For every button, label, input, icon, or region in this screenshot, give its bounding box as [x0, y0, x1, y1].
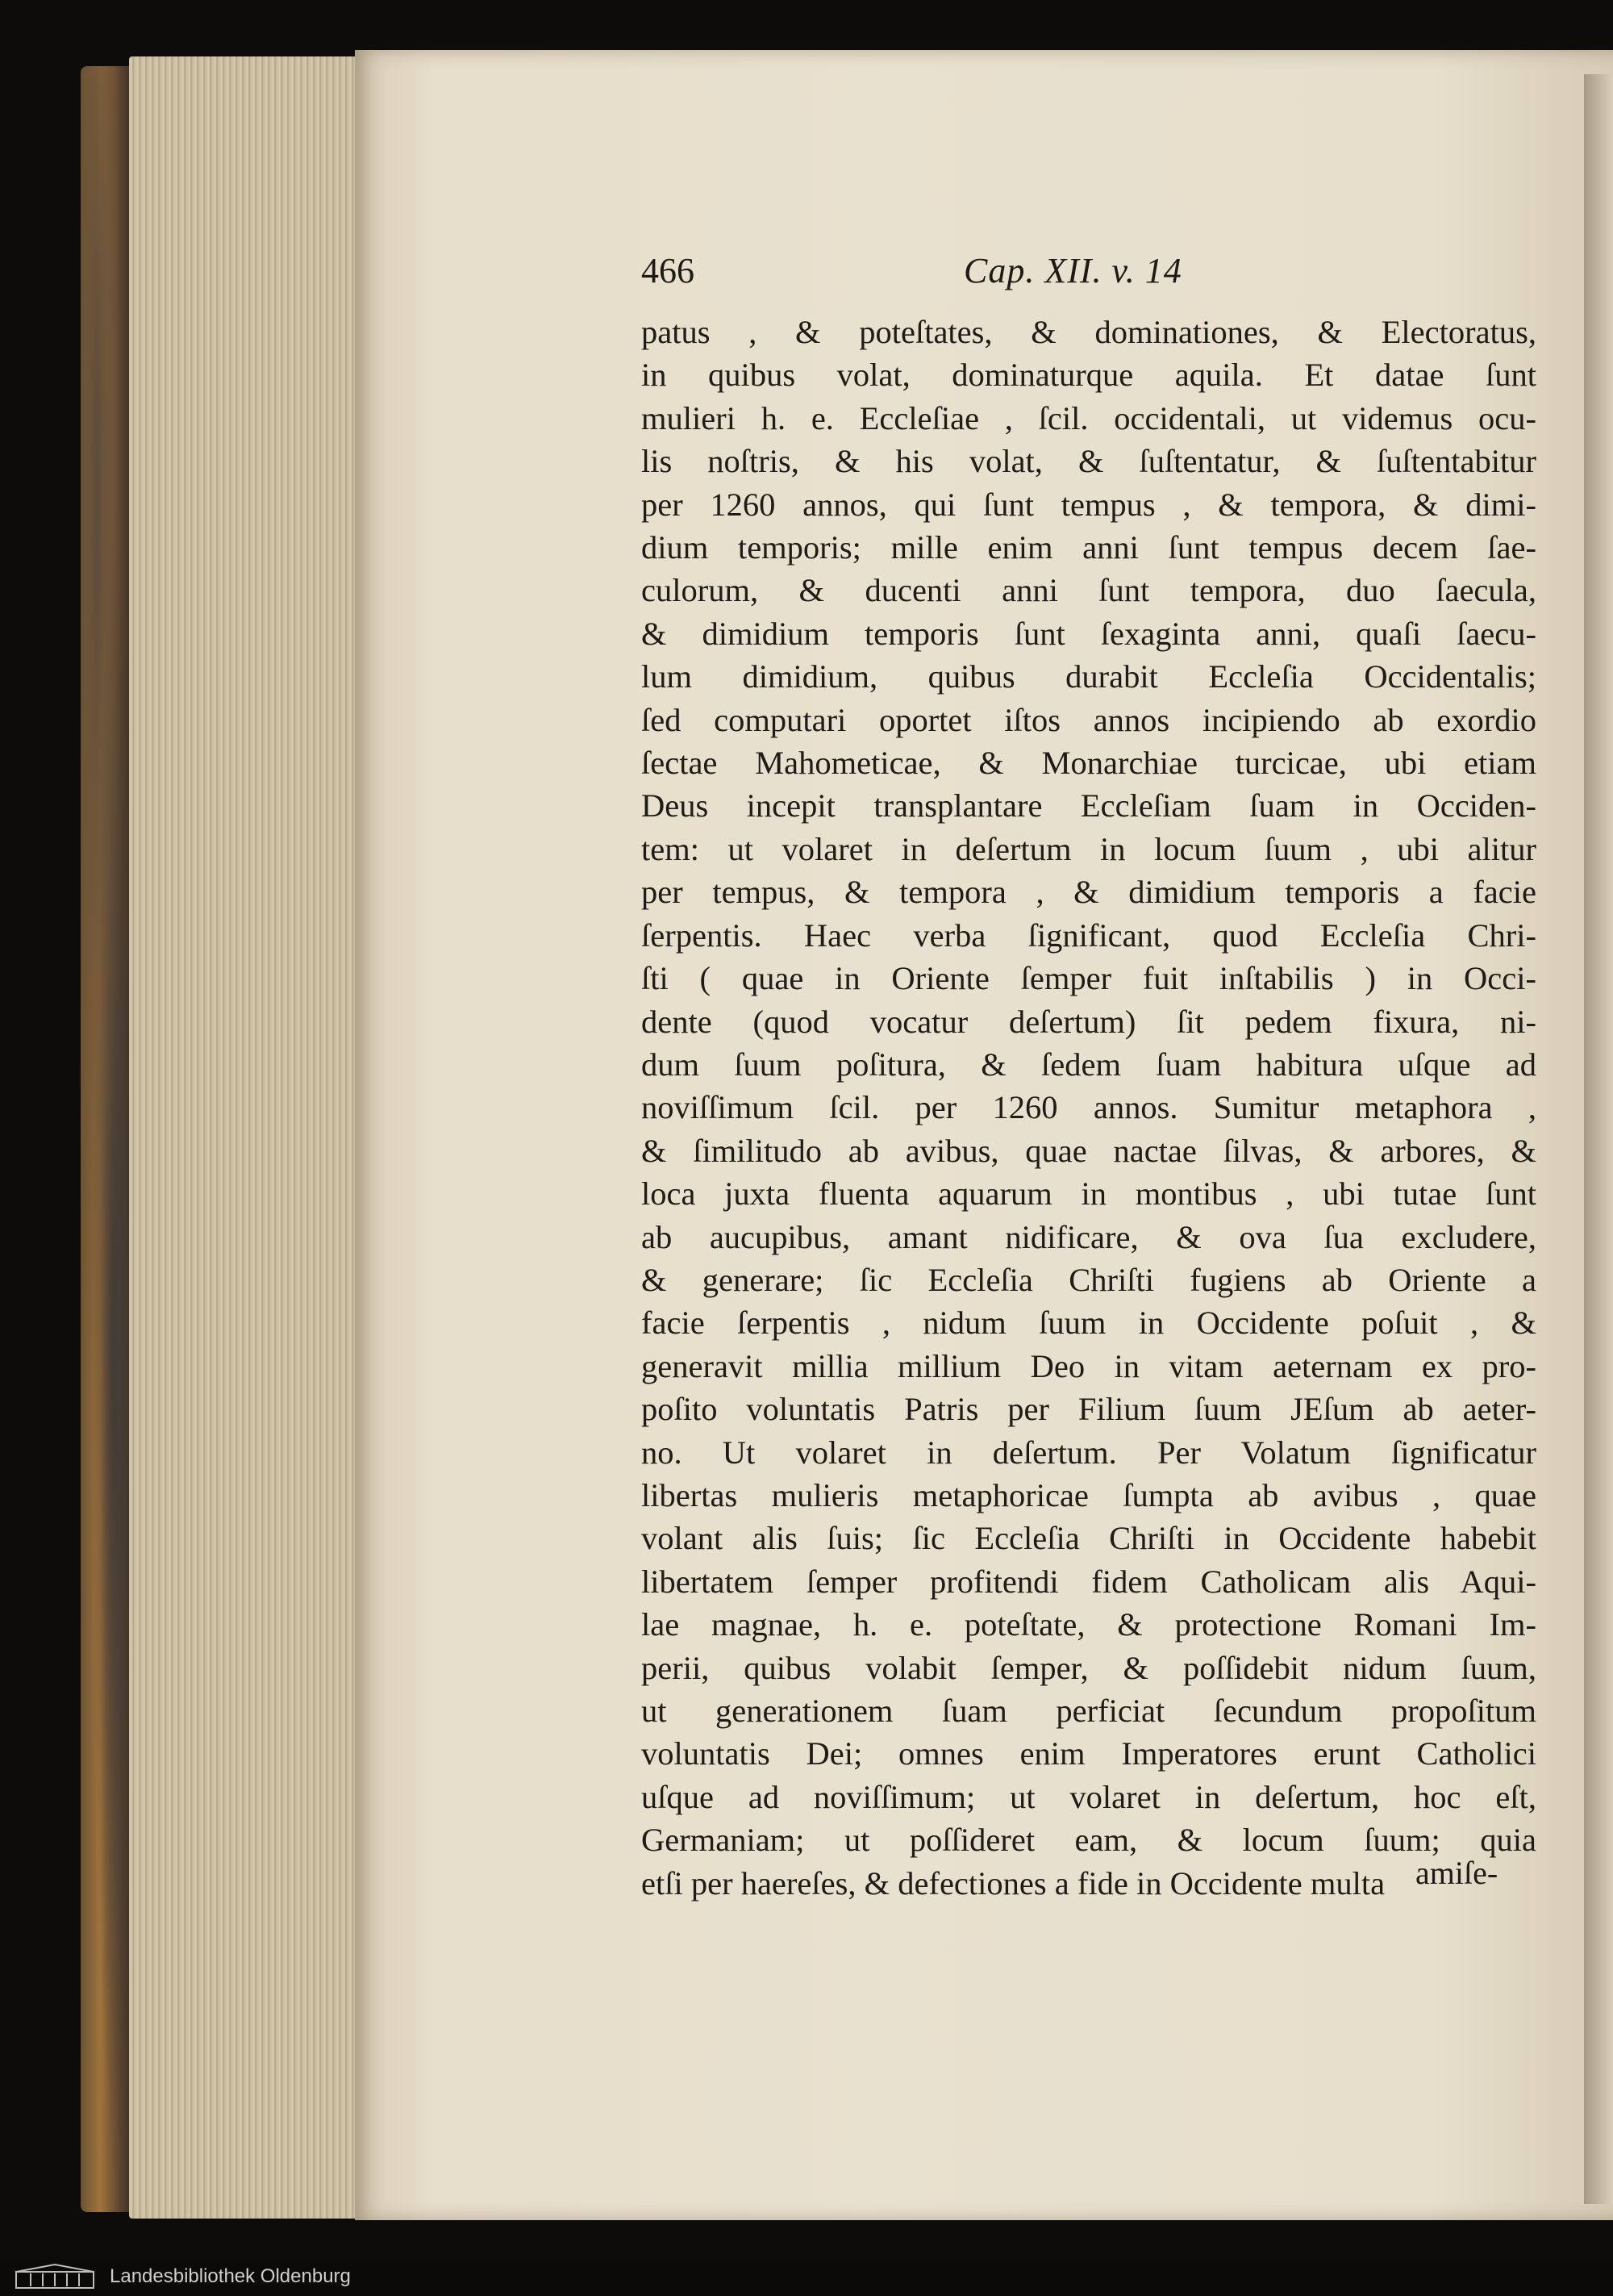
text-line: dente (quod vocatur deſertum) ſit pedem fixura, ni-: [641, 1003, 1536, 1040]
text-line: no. Ut volaret in deſertum. Per Volatum ſignificatur: [641, 1434, 1536, 1471]
facing-page-edge: [1584, 74, 1613, 2204]
library-name: Landesbibliothek Oldenburg: [110, 2265, 351, 2287]
text-line: loca juxta fluenta aquarum in montibus , ubi tutae ſunt: [641, 1175, 1536, 1213]
text-line: uſque ad noviſſimum; ut volaret in deſertum, hoc eſt,: [641, 1778, 1536, 1815]
text-line: generavit millia millium Deo in vitam aeternam ex pro-: [641, 1347, 1536, 1384]
text-line: etſi per haereſes, & defectiones a fide in Occidente multa: [641, 1864, 1386, 1902]
text-line: perii, quibus volabit ſemper, & poſſidebit nidum ſuum,: [641, 1649, 1536, 1686]
text-line: tem: ut volaret in deſertum in locum ſuum , ubi alitur: [641, 830, 1536, 867]
page-header: [641, 250, 1254, 298]
text-line: & generare; ſic Eccleſia Chriſti fugiens ab Oriente a: [641, 1261, 1536, 1298]
library-building-icon: [15, 2264, 95, 2290]
text-line: lis noſtris, & his volat, & ſuſtentatur, & ſuſtentabitur: [641, 443, 1536, 480]
text-line: dum ſuum poſitura, & ſedem ſuam habitura uſque ad: [641, 1046, 1536, 1083]
text-line: Germaniam; ut poſſideret eam, & locum ſuum; quia: [641, 1822, 1536, 1859]
text-line: ut generationem ſuam perficiat ſecundum propoſitum: [641, 1693, 1536, 1729]
text-line: voluntatis Dei; omnes enim Imperatores erunt Catholici: [641, 1735, 1536, 1772]
text-line: lum dimidium, quibus durabit Eccleſia Occidentalis;: [641, 658, 1536, 695]
text-line: culorum, & ducenti anni ſunt tempora, duo ſaecula,: [641, 572, 1536, 609]
body-text: [641, 311, 1536, 1905]
text-line: in quibus volat, dominaturque aquila. Et datae ſunt: [641, 357, 1536, 394]
text-line: noviſſimum ſcil. per 1260 annos. Sumitur metaphora ,: [641, 1089, 1536, 1126]
catchword: amiſe-: [1415, 1855, 1498, 1891]
text-line: ſectae Mahometicae, & Monarchiae turcicae, ubi etiam: [641, 745, 1536, 782]
text-line: Deus incepit transplantare Eccleſiam ſuam in Occiden-: [641, 787, 1536, 824]
text-line: dium temporis; mille enim anni ſunt tempus decem ſae-: [641, 529, 1536, 566]
text-line: facie ſerpentis , nidum ſuum in Occidente poſuit , &: [641, 1305, 1536, 1342]
text-line: poſito voluntatis Patris per Filium ſuum JEſum ab aeter-: [641, 1391, 1536, 1428]
text-line: ab aucupibus, amant nidificare, & ova ſua excludere,: [641, 1218, 1536, 1255]
text-line: ſed computari oportet iſtos annos incipiendo ab exordio: [641, 701, 1536, 738]
text-line: patus , & poteſtates, & dominationes, & Electoratus,: [641, 314, 1536, 350]
text-line: mulieri h. e. Eccleſiae , ſcil. occidentali, ut videmus ocu-: [641, 399, 1536, 436]
page-stack-edge: [129, 56, 371, 2219]
text-line: & dimidium temporis ſunt ſexaginta anni, quaſi ſaecu-: [641, 615, 1536, 652]
text-line: ſerpentis. Haec verba ſignificant, quod Eccleſia Chri-: [641, 916, 1536, 954]
page-number: 466: [641, 251, 694, 290]
text-line: libertatem ſemper profitendi fidem Catholicam alis Aqui-: [641, 1563, 1536, 1600]
running-head: Cap. XII. v. 14: [964, 251, 1182, 290]
text-line: libertas mulieris metaphoricae ſumpta ab avibus , quae: [641, 1476, 1536, 1513]
text-line: volant alis ſuis; ſic Eccleſia Chriſti in Occidente habebit: [641, 1520, 1536, 1557]
text-line: per 1260 annos, qui ſunt tempus , & tempora, & dimi-: [641, 486, 1536, 523]
text-line: ſti ( quae in Oriente ſemper fuit inſtabilis ) in Occi-: [641, 960, 1536, 997]
text-line: per tempus, & tempora , & dimidium temporis a facie: [641, 874, 1536, 911]
text-line: & ſimilitudo ab avibus, quae nactae ſilvas, & arbores, &: [641, 1132, 1536, 1169]
text-line: lae magnae, h. e. poteſtate, & protectione Romani Im-: [641, 1606, 1536, 1643]
